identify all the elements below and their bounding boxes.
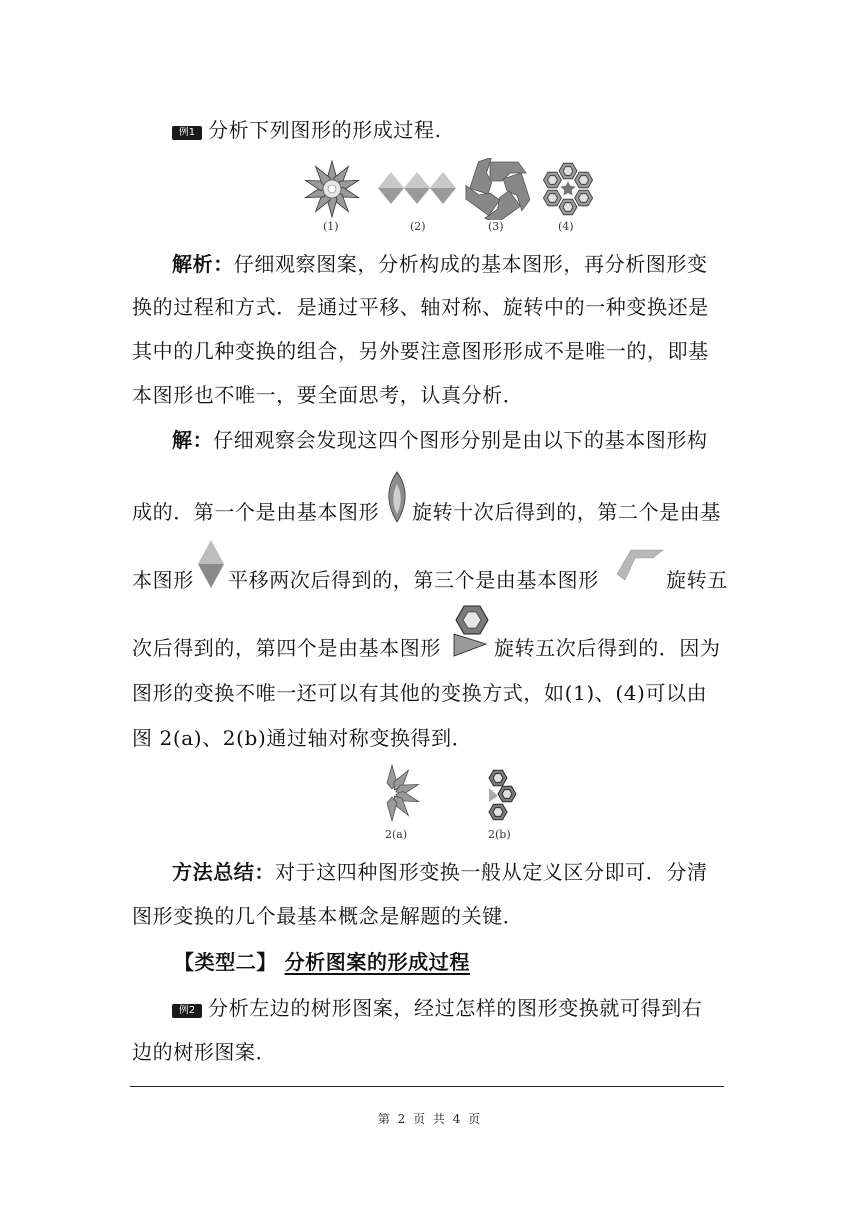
type2-heading xyxy=(174,948,774,976)
solution-line-2-cont: 旋转十次后得到的，第二个是由基 xyxy=(412,500,721,524)
method-line-1: 方法总结：对于这四种图形变换一般从定义区分即可．分清 xyxy=(172,860,708,884)
example1-title: 分析下列图形的形成过程. xyxy=(208,118,442,142)
figure1-label-4: (4) xyxy=(558,220,574,233)
analysis-line-3: 其中的几种变换的组合，另外要注意图形形成不是唯一的，即基 xyxy=(132,339,709,363)
analysis-line-1: 解析：仔细观察图案，分析构成的基本图形，再分析图形变 xyxy=(172,252,708,276)
example-badge: 例1 xyxy=(172,126,202,140)
example-badge: 例2 xyxy=(172,1004,202,1018)
method-line-2: 图形变换的几个最基本概念是解题的关键． xyxy=(132,904,524,928)
figure2-label-b: 2(b) xyxy=(488,828,511,841)
analysis-line-2: 换的过程和方式．是通过平移、轴对称、旋转中的一种变换还是 xyxy=(132,295,709,319)
hexagon-ring-figure xyxy=(543,163,592,215)
flower-pattern-figure xyxy=(304,161,360,217)
type2-label: 【类型二】 xyxy=(174,950,277,974)
figure2a-half-flower xyxy=(376,762,424,824)
example2-line-1: 例2 分析左边的树形图案，经过怎样的图形变换就可得到右 xyxy=(172,994,772,1022)
analysis-label: 解析： xyxy=(172,252,234,276)
solution-line-3-mid: 平移两次后得到的，第三个是由基本图形 xyxy=(228,568,599,592)
solution-line-2: 成的．第一个是由基本图形 xyxy=(132,500,380,524)
type2-title: 分析图案的形成过程 xyxy=(284,950,470,974)
footer-rule xyxy=(130,1086,724,1087)
example2-line-2: 边的树形图案． xyxy=(132,1040,277,1064)
solution-line-5: 图形的变换不唯一还可以有其他的变换方式，如(1)、(4)可以由 xyxy=(132,681,708,705)
ribbon-pattern-figure xyxy=(459,158,532,220)
diamond-basic-shape xyxy=(196,538,226,590)
solution-line-3: 本图形 xyxy=(132,568,194,592)
figure1 xyxy=(300,158,610,220)
ribbon-basic-shape xyxy=(615,546,667,582)
page-footer: 第 2 页 共 4 页 xyxy=(377,1112,483,1126)
solution-line-4-cont: 旋转五次后得到的．因为 xyxy=(494,636,721,660)
figure2b-hexagon-column xyxy=(484,768,520,824)
petal-basic-shape xyxy=(383,470,411,524)
diamond-row-figure xyxy=(378,172,456,204)
solution-line-3-end: 旋转五 xyxy=(666,568,728,592)
solution-line-4: 次后得到的，第四个是由基本图形 xyxy=(132,636,441,660)
figure2-label-a: 2(a) xyxy=(385,828,408,841)
solution-label: 解： xyxy=(172,428,214,452)
solution-line-1: 解：仔细观察会发现这四个图形分别是由以下的基本图形构 xyxy=(172,428,708,452)
hexagon-basic-shape xyxy=(450,604,494,658)
figure1-label-3: (3) xyxy=(488,220,504,233)
method-label: 方法总结： xyxy=(172,860,275,884)
example1-heading xyxy=(172,116,772,144)
figure1-label-1: (1) xyxy=(323,220,339,233)
analysis-line-4: 本图形也不唯一，要全面思考，认真分析． xyxy=(132,383,524,407)
solution-line-6: 图 2(a)、2(b)通过轴对称变换得到． xyxy=(132,726,473,750)
figure1-label-2: (2) xyxy=(410,220,426,233)
